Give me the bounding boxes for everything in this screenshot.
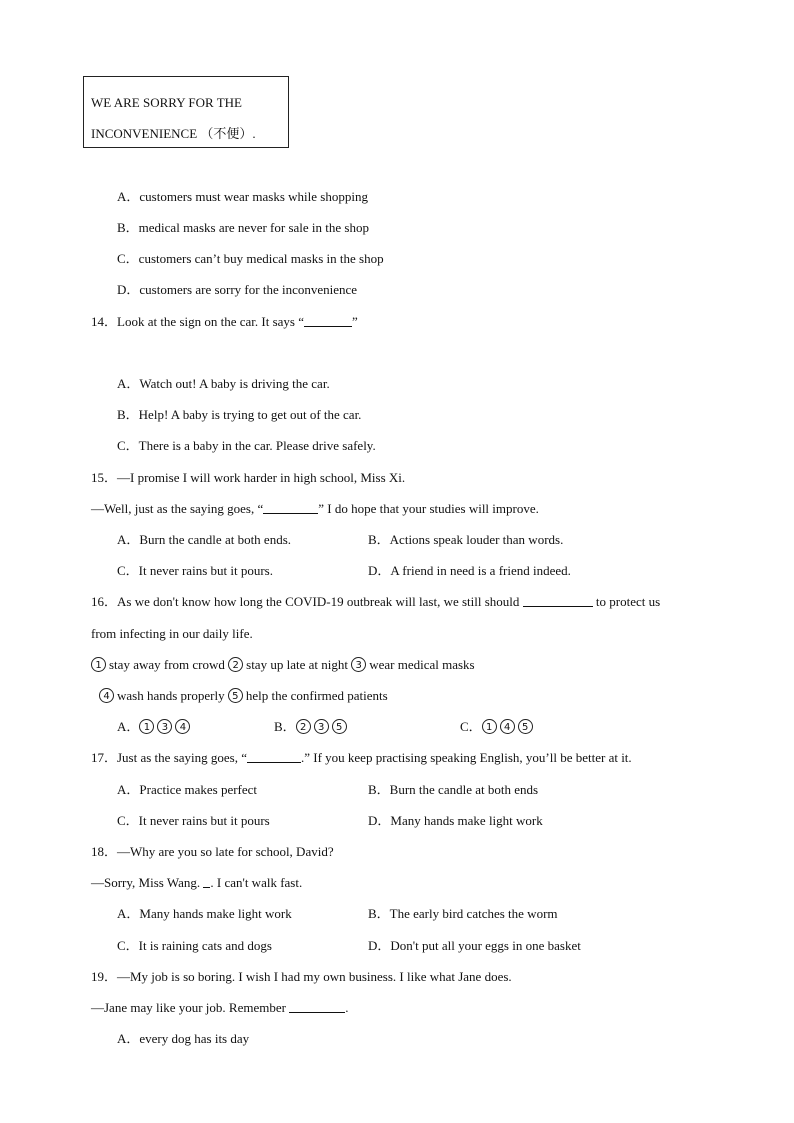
q16-stem-line2: from infecting in our daily life. (91, 626, 253, 641)
sign-line-2: INCONVENIENCE （不便）. (91, 126, 256, 141)
q17-option-b: B．Burn the candle at both ends (368, 782, 539, 797)
q14-stem (91, 313, 358, 331)
q13-option-c: C．customers can’t buy medical masks in the shop (117, 251, 384, 266)
q18-option-a: A．Many hands make light work (117, 906, 292, 921)
q14-stem-end: ” (352, 314, 358, 329)
q18-option-d: D．Don't put all your eggs in one basket (368, 938, 581, 953)
q16-item-1: stay away from crowd (109, 657, 225, 672)
q13-option-d: D．customers are sorry for the inconvenience (117, 282, 358, 297)
q15-reply (91, 500, 539, 518)
answer-blank (247, 750, 301, 763)
q16-stem-text: 16．As we don't know how long the COVID-19 outbreak will last, we still should (91, 594, 523, 609)
q16-option-c (460, 718, 536, 736)
q15-stem: 15．—I promise I will work harder in high school, Miss Xi. (91, 470, 406, 485)
q16-item-5: help the confirmed patients (245, 688, 388, 703)
option-label: C． (460, 719, 482, 734)
q16-item-4: wash hands properly (117, 688, 225, 703)
q16-option-a (117, 718, 193, 736)
q16-stem (91, 593, 660, 611)
q19-reply (91, 999, 348, 1017)
answer-blank (263, 501, 318, 514)
q16-option-b (274, 718, 350, 736)
q16-stem-end: to protect us (592, 594, 661, 609)
circled-number: 3 (351, 657, 366, 672)
q15-option-c: C．It never rains but it pours. (117, 563, 273, 578)
q18-stem: 18．—Why are you so late for school, David? (91, 844, 334, 859)
q18-reply (91, 874, 302, 892)
q18-reply-end: . I can't walk fast. (210, 875, 303, 890)
q19-reply-end: . (345, 1000, 349, 1015)
q15-reply-end: ” I do hope that your studies will improve. (318, 501, 539, 516)
q17-stem-text: 17．Just as the saying goes, “ (91, 750, 247, 765)
q16-items-row1 (91, 656, 475, 674)
answer-blank (304, 314, 352, 327)
circled-number: 5 (228, 688, 243, 703)
q14-option-c: C．There is a baby in the car. Please drive safely. (117, 438, 376, 453)
q19-stem: 19．—My job is so boring. I wish I had my own business. I like what Jane does. (91, 969, 512, 984)
q17-stem-end: .” If you keep practising speaking English, you’ll be better at it. (300, 750, 632, 765)
circled-number: 2 (296, 719, 311, 734)
circled-number: 2 (228, 657, 243, 672)
q14-option-a: A．Watch out! A baby is driving the car. (117, 376, 330, 391)
circled-number: 3 (314, 719, 329, 734)
q19-reply-text: —Jane may like your job. Remember (91, 1000, 290, 1015)
circled-number: 4 (500, 719, 515, 734)
circled-number: 1 (91, 657, 106, 672)
circled-number: 5 (518, 719, 533, 734)
q19-option-a: A．every dog has its day (117, 1031, 250, 1046)
q15-option-a: A．Burn the candle at both ends. (117, 532, 292, 547)
circled-number: 4 (175, 719, 190, 734)
circled-number: 4 (99, 688, 114, 703)
circled-number: 1 (482, 719, 497, 734)
q18-option-b: B．The early bird catches the worm (368, 906, 558, 921)
q14-stem-text: 14．Look at the sign on the car. It says “ (91, 314, 305, 329)
q18-reply-text: —Sorry, Miss Wang. (91, 875, 204, 890)
q13-option-b: B．medical masks are never for sale in the shop (117, 220, 369, 235)
q17-option-d: D．Many hands make light work (368, 813, 543, 828)
q16-item-3: wear medical masks (369, 657, 475, 672)
circled-number: 1 (139, 719, 154, 734)
answer-blank (523, 594, 593, 607)
circled-number: 5 (332, 719, 347, 734)
q15-option-d: D．A friend in need is a friend indeed. (368, 563, 571, 578)
q17-option-c: C．It never rains but it pours (117, 813, 270, 828)
q17-stem (91, 749, 632, 767)
q13-option-a: A．customers must wear masks while shopping (117, 189, 368, 204)
q15-reply-text: —Well, just as the saying goes, “ (91, 501, 264, 516)
option-label: A． (117, 719, 140, 734)
sign-line-1: WE ARE SORRY FOR THE (91, 95, 242, 110)
q14-option-b: B．Help! A baby is trying to get out of the car. (117, 407, 362, 422)
q16-item-2: stay up late at night (246, 657, 348, 672)
answer-blank (289, 1000, 345, 1013)
sign-box (83, 76, 289, 148)
option-label: B． (274, 719, 296, 734)
q16-items-row2 (99, 687, 388, 705)
q15-option-b: B．Actions speak louder than words. (368, 532, 564, 547)
circled-number: 3 (157, 719, 172, 734)
q17-option-a: A．Practice makes perfect (117, 782, 258, 797)
q18-option-c: C．It is raining cats and dogs (117, 938, 272, 953)
